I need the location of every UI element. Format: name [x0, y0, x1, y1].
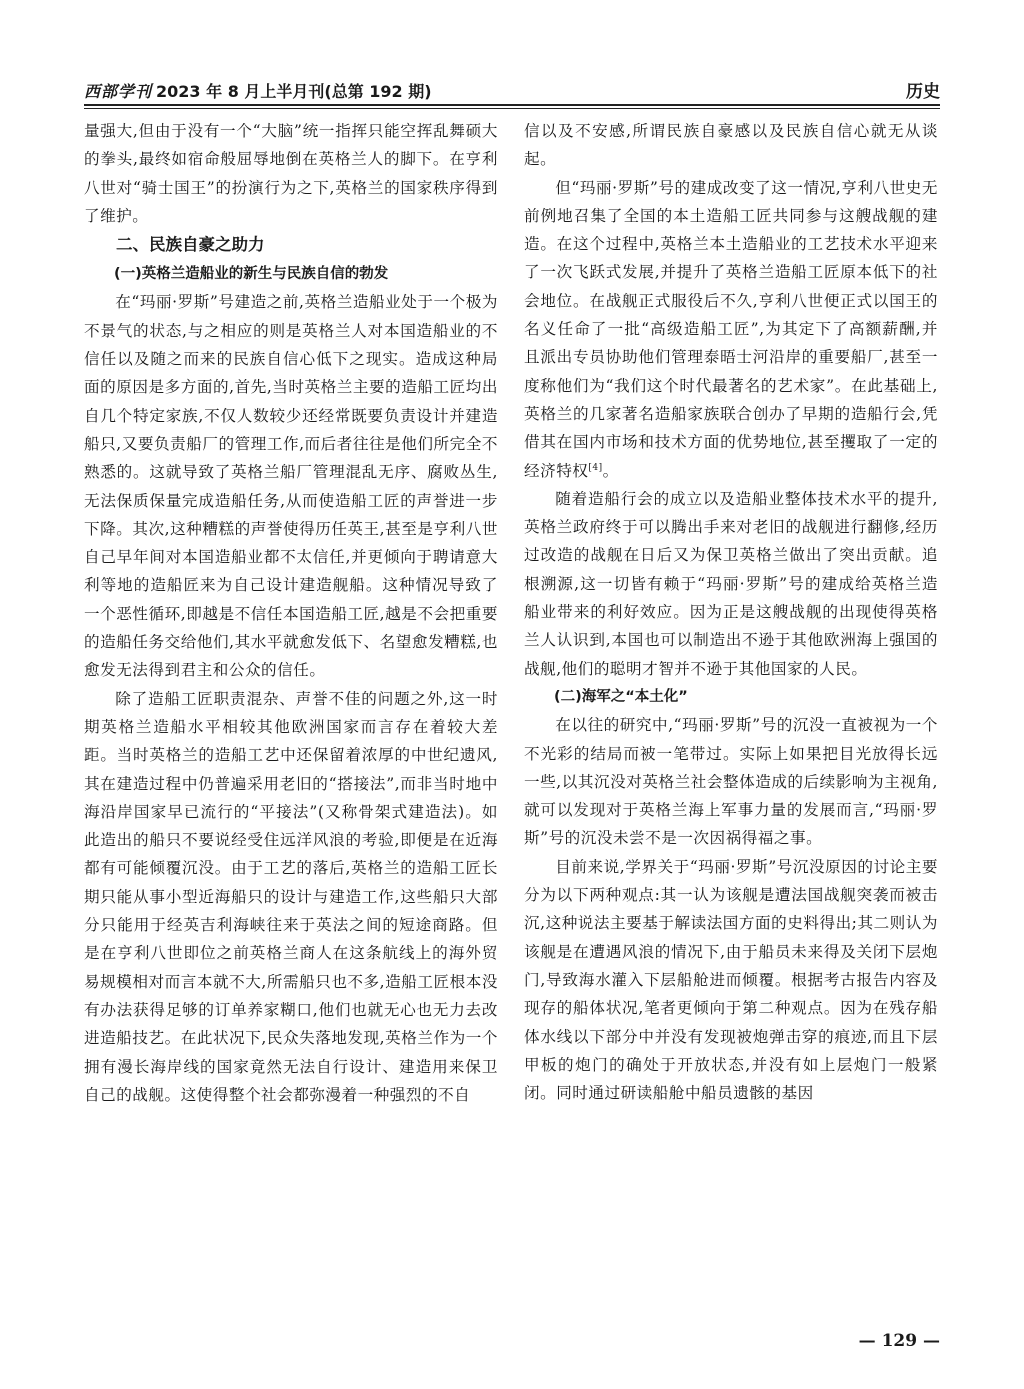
paragraph: 目前来说,学界关于“玛丽·罗斯”号沉没原因的讨论主要分为以下两种观点:其一认为该舰是遭法国战舰突袭而被击沉,这种说法主要基于解读法国方面的史料得出;其二则认为该舰是在遭遇风浪的情况下,由于船员未来得及关闭下层炮门,导致海水灌入下层船舱进而倾覆。根据考古报告内容及现存的船体状况,笔者更倾向于第二种观点。因为在残存船体水线以下部分中并没有发现被炮弹击穿的痕迹,而且下层甲板的炮门的确处于开放状态,并没有如上层炮门一般紧闭。同时通过研读船舱中船员遗骸的基因 — [524, 857, 938, 1103]
subsection-heading: (二)海军之“本土化” — [554, 688, 688, 705]
header-rule-thin — [84, 108, 940, 109]
subsection-heading: (一)英格兰造船业的新生与民族自信的勃发 — [114, 266, 389, 283]
section-heading: 二、民族自豪之助力 — [116, 235, 265, 255]
paragraph-text: 但“玛丽·罗斯”号的建成改变了这一情况,亨利八世史无前例地召集了全国的本土造船工匠共同参与这艘战舰的建造。在这个过程中,英格兰本土造船业的工艺技术水平迎来了一次飞跃式发展,并提升了英格兰造船工匠原本低下的社会地位。在战舰正式服役后不久,亨利八世便正式以国王的名义任命了一批“高级造船工匠”,为其定下了高额薪酬,并且派出专员协助他们管理泰晤士河沿岸的重要船厂,甚至一度称他们为“我们这个时代最著名的艺术家”。在此基础上,英格兰的几家著名造船家族联合创办了早期的造船行会,凭借其在国内市场和技术方面的优势地位,甚至攫取了一定的经济特权 — [524, 178, 938, 480]
paragraph-with-citation — [524, 174, 938, 485]
header-left — [84, 79, 432, 102]
left-column — [84, 117, 498, 1317]
page-number: — 129 — — [858, 1331, 940, 1351]
paragraph: 信以及不安感,所谓民族自豪感以及民族自信心就无从谈起。 — [524, 122, 938, 169]
issue-info: 2023 年 8 月上半月刊(总第 192 期) — [156, 82, 432, 101]
paragraph: 随着造船行会的成立以及造船业整体技术水平的提升,英格兰政府终于可以腾出手来对老旧的战舰进行翻修,经历过改造的战舰在日后又为保卫英格兰做出了突出贡献。追根溯源,这一切皆有赖于“玛丽·罗斯”号的建成给英格兰造船业带来的利好效应。因为正是这艘战舰的出现使得英格兰人认识到,本国也可以制造出不逊于其他欧洲海上强国的战舰,他们的聪明才智并不逊于其他国家的人民。 — [524, 489, 938, 678]
header-rule — [84, 104, 940, 106]
section-name: 历史 — [906, 82, 940, 102]
running-header — [84, 72, 940, 102]
paragraph: 在以往的研究中,“玛丽·罗斯”号的沉没一直被视为一个不光彩的结局而被一笔带过。实际上如果把目光放得长远一些,以其沉没对英格兰社会整体造成的后续影响为主视角,就可以发现对于英格兰海上军事力量的发展而言,“玛丽·罗斯”号的沉没未尝不是一次因祸得福之事。 — [524, 716, 938, 848]
paragraph: 除了造船工匠职责混杂、声誉不佳的问题之外,这一时期英格兰造船水平相较其他欧洲国家而言存在着较大差距。当时英格兰的造船工艺中还保留着浓厚的中世纪遗风,其在建造过程中仍普遍采用老旧的“搭接法”,而非当时地中海沿岸国家早已流行的“平接法”(又称骨架式建造法)。如此造出的船只不要说经受住远洋风浪的考验,即便是在近海都有可能倾覆沉没。由于工艺的落后,英格兰的造船工匠长期只能从事小型近海船只的设计与建造工作,这些船只大部分只能用于经英吉利海峡往来于英法之间的短途商路。但是在亨利八世即位之前英格兰商人在这条航线上的海外贸易规模相对而言本就不大,所需船只也不多,造船工匠根本没有办法获得足够的订单养家糊口,他们也就无心也无力去改进造船技艺。在此状况下,民众失落地发现,英格兰作为一个拥有漫长海岸线的国家竟然无法自行设计、建造用来保卫自己的战舰。这使得整个社会都弥漫着一种强烈的不自 — [84, 689, 498, 1104]
journal-logo: 西部学刊 — [84, 82, 153, 101]
paragraph: 量强大,但由于没有一个“大脑”统一指挥只能空挥乱舞硕大的拳头,最终如宿命般屈辱地倒在英格兰人的脚下。在亨利八世对“骑士国王”的扮演行为之下,英格兰的国家秩序得到了维护。 — [84, 122, 498, 225]
paragraph-end: 。 — [602, 461, 619, 480]
right-column — [524, 117, 938, 1317]
citation-ref[interactable]: [4] — [588, 462, 603, 473]
paragraph: 在“玛丽·罗斯”号建造之前,英格兰造船业处于一个极为不景气的状态,与之相应的则是英格兰人对本国造船业的不信任以及随之而来的民族自信心低下之现实。造成这种局面的原因是多方面的,首先,当时英格兰主要的造船工匠均出自几个特定家族,不仅人数较少还经常既要负责设计并建造船只,又要负责船厂的管理工作,而后者往往是他们所完全不熟悉的。这就导致了英格兰船厂管理混乱无序、腐败丛生,无法保质保量完成造船任务,从而使造船工匠的声誉进一步下降。其次,这种糟糕的声誉使得历任英王,甚至是亨利八世自己早年间对本国造船业都不太信任,并更倾向于聘请意大利等地的造船匠来为自己设计建造舰船。这种情况导致了一个恶性循环,即越是不信任本国造船工匠,越是不会把重要的造船任务交给他们,其水平就愈发低下、名望愈发糟糕,也愈发无法得到君主和公众的信任。 — [84, 293, 498, 680]
